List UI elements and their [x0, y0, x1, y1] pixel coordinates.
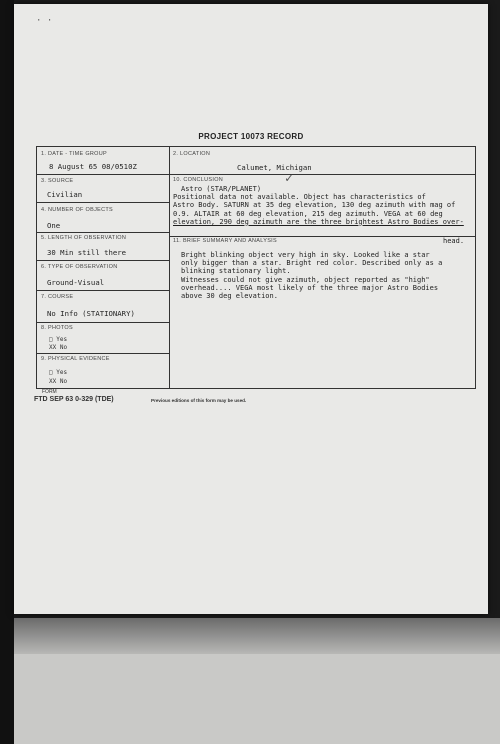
conclusion-line: Astro Body. SATURN at 35 deg elevation, 130 deg azimuth with mag of: [173, 201, 456, 210]
summary-label: 11. BRIEF SUMMARY AND ANALYSIS: [173, 238, 277, 244]
scan-edge: [0, 0, 14, 744]
source-value: Civilian: [47, 190, 83, 199]
conclusion-text: [173, 185, 464, 226]
form-id: FTD SEP 63 0-329 (TDE): [34, 396, 114, 403]
conclusion-label: 10. CONCLUSION: [173, 177, 224, 183]
date-time-value: 8 August 65 08/0510Z: [49, 162, 137, 171]
length-of-observation-value: 30 Min still there: [47, 248, 127, 257]
summary-line: above 30 deg elevation.: [181, 292, 278, 301]
check-mark: ✓: [285, 171, 293, 186]
summary-line: overhead.... VEGA most likely of the three major Astro Bodies: [181, 283, 439, 292]
source-label: 3. SOURCE: [41, 178, 74, 184]
summary-line: blinking stationary light.: [181, 267, 291, 276]
summary-head: head.: [443, 237, 465, 245]
type-of-observation-value: Ground-Visual: [47, 278, 105, 287]
conclusion-line: 0.9. ALTAIR at 60 deg elevation, 215 deg azimuth. VEGA at 60 deg: [173, 209, 443, 218]
summary-text: [181, 251, 442, 300]
record-page: [14, 4, 488, 614]
number-of-objects-label: 4. NUMBER OF OBJECTS: [41, 207, 114, 213]
photos-label: 8. PHOTOS: [41, 325, 73, 331]
photos-yes-checkbox: □ Yes: [49, 336, 68, 343]
form-label: FORM: [42, 389, 57, 395]
physical-evidence-yes-checkbox: □ Yes: [49, 369, 68, 376]
conclusion-line: Positional data not available. Object has characteristics of: [173, 193, 426, 202]
length-of-observation-label: 5. LENGTH OF OBSERVATION: [41, 235, 127, 241]
physical-evidence-label: 9. PHYSICAL EVIDENCE: [41, 356, 110, 362]
conclusion-line: Astro (STAR/PLANET): [181, 185, 262, 193]
type-of-observation-label: 6. TYPE OF OBSERVATION: [41, 264, 118, 270]
location-label: 2. LOCATION: [173, 151, 211, 157]
scan-speck: · ·: [36, 16, 53, 26]
number-of-objects-value: One: [47, 221, 61, 230]
course-value: No Info (STATIONARY): [47, 309, 135, 318]
summary-line: Witnesses could not give azimuth, object reported as "high": [181, 275, 430, 284]
page-title: PROJECT 10073 RECORD: [198, 132, 304, 141]
form-note: Previous editions of this form may be used.: [151, 398, 247, 403]
summary-line: Bright blinking object very high in sky. Looked like a star: [181, 251, 430, 259]
underlying-sheet: [14, 618, 500, 744]
physical-evidence-no-checkbox: XX No: [49, 378, 68, 385]
conclusion-line: elevation, 290 deg azimuth are the three brightest Astro Bodies over-: [173, 217, 464, 226]
photos-no-checkbox: XX No: [49, 344, 68, 351]
date-time-label: 1. DATE - TIME GROUP: [41, 151, 107, 157]
location-value: Calumet, Michigan: [237, 163, 312, 172]
course-label: 7. COURSE: [41, 294, 74, 300]
sheet-fold: [14, 618, 500, 654]
summary-line: only bigger than a star. Bright red color. Described only as a: [181, 259, 443, 268]
record-form: [36, 146, 476, 389]
